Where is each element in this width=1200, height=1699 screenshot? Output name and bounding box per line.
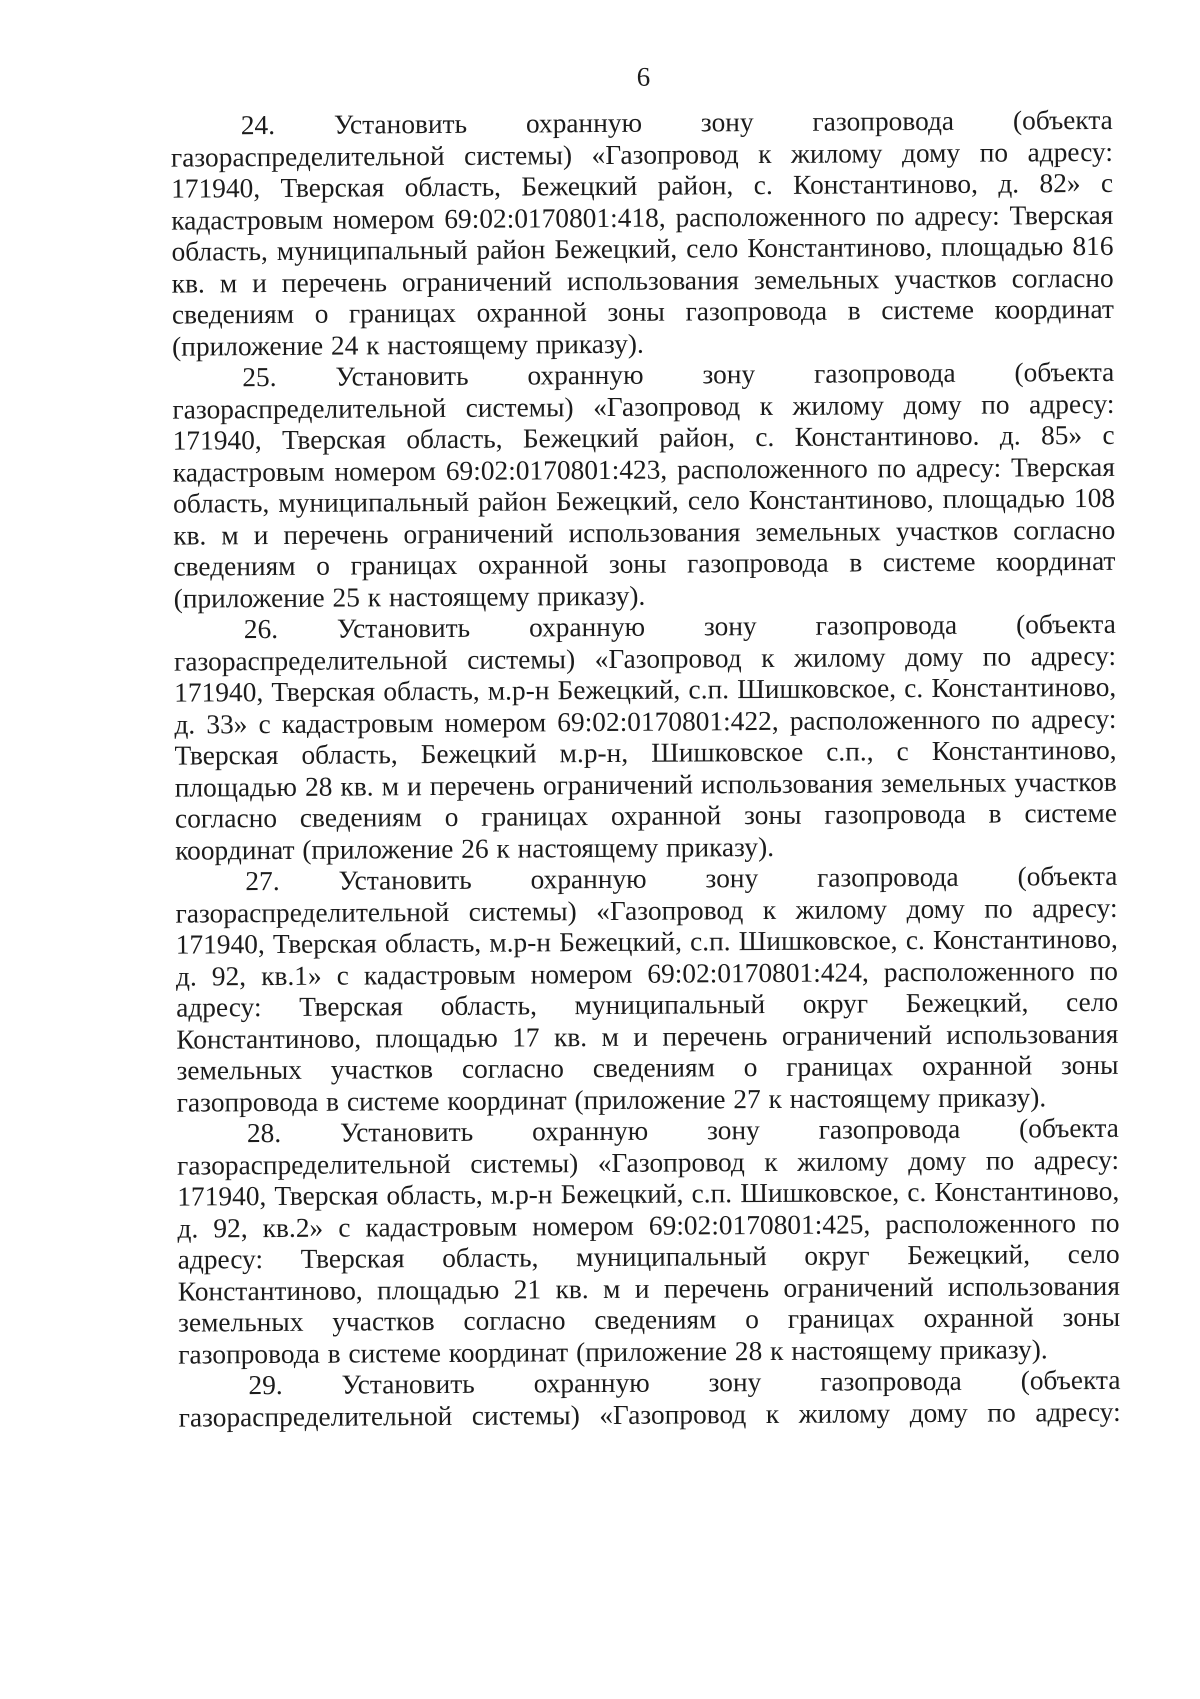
- page-number: 6: [636, 61, 651, 92]
- paragraph-26: 26. Установить охранную зону газопровода (объекта газораспределительной системы) «Газопровод к жилому дому по адресу: 171940, Тверская область, м.р-н Бежецкий, с.п. Шишковское, с. Константиново, д. 33» с кадастровым номером 69:02:0170801:422, расположенного по адресу: Тверская область, Бежецкий м.р-н, Шишковское с.п., с Константиново, площадью 28 кв. м и перечень ограничений использования земельных участков согласно сведениям о границах охранной зоны газопровода в системе координат (приложение 26 к настоящему приказу).: [173, 608, 1118, 866]
- paragraph-25: 25. Установить охранную зону газопровода (объекта газораспределительной системы) «Газопровод к жилому дому по адресу: 171940, Тверская область, Бежецкий район, с. Константиново. д. 85» с кадастровым номером 69:02:0170801:423, расположенного по адресу: Тверская область, муниципальный район Бежецкий, село Константиново, площадью 108 кв. м и перечень ограничений использования земельных участков согласно сведениям о границах охранной зоны газопровода в системе координат (приложение 25 к настоящему приказу).: [172, 356, 1116, 614]
- paragraph-24: 24. Установить охранную зону газопровода (объекта газораспределительной системы) «Газопровод к жилому дому по адресу: 171940, Тверская область, Бежецкий район, с. Константиново, д. 82» с кадастровым номером 69:02:0170801:418, расположенного по адресу: Тверская область, муниципальный район Бежецкий, село Константиново, площадью 816 кв. м и перечень ограничений использования земельных участков согласно сведениям о границах охранной зоны газопровода в системе координат (приложение 24 к настоящему приказу).: [170, 104, 1114, 362]
- paragraph-29: 29. Установить охранную зону газопровода (объекта газораспределительной системы) «Газопровод к жилому дому по адресу:: [178, 1364, 1121, 1433]
- paragraph-28: 28. Установить охранную зону газопровода (объекта газораспределительной системы) «Газопровод к жилому дому по адресу: 171940, Тверская область, м.р-н Бежецкий, с.п. Шишковское, с. Константиново, д. 92, кв.2» с кадастровым номером 69:02:0170801:425, расположенного по адресу: Тверская область, муниципальный округ Бежецкий, село Константиново, площадью 21 кв. м и перечень ограничений использования земельных участков согласно сведениям о границах охранной зоны газопровода в системе координат (приложение 28 к настоящему приказу).: [177, 1112, 1121, 1370]
- document-body: [171, 105, 1121, 1434]
- paragraph-27: 27. Установить охранную зону газопровода (объекта газораспределительной системы) «Газопровод к жилому дому по адресу: 171940, Тверская область, м.р-н Бежецкий, с.п. Шишковское, с. Константиново, д. 92, кв.1» с кадастровым номером 69:02:0170801:424, расположенного по адресу: Тверская область, муниципальный округ Бежецкий, село Константиново, площадью 17 кв. м и перечень ограничений использования земельных участков согласно сведениям о границах охранной зоны газопровода в системе координат (приложение 27 к настоящему приказу).: [175, 860, 1119, 1118]
